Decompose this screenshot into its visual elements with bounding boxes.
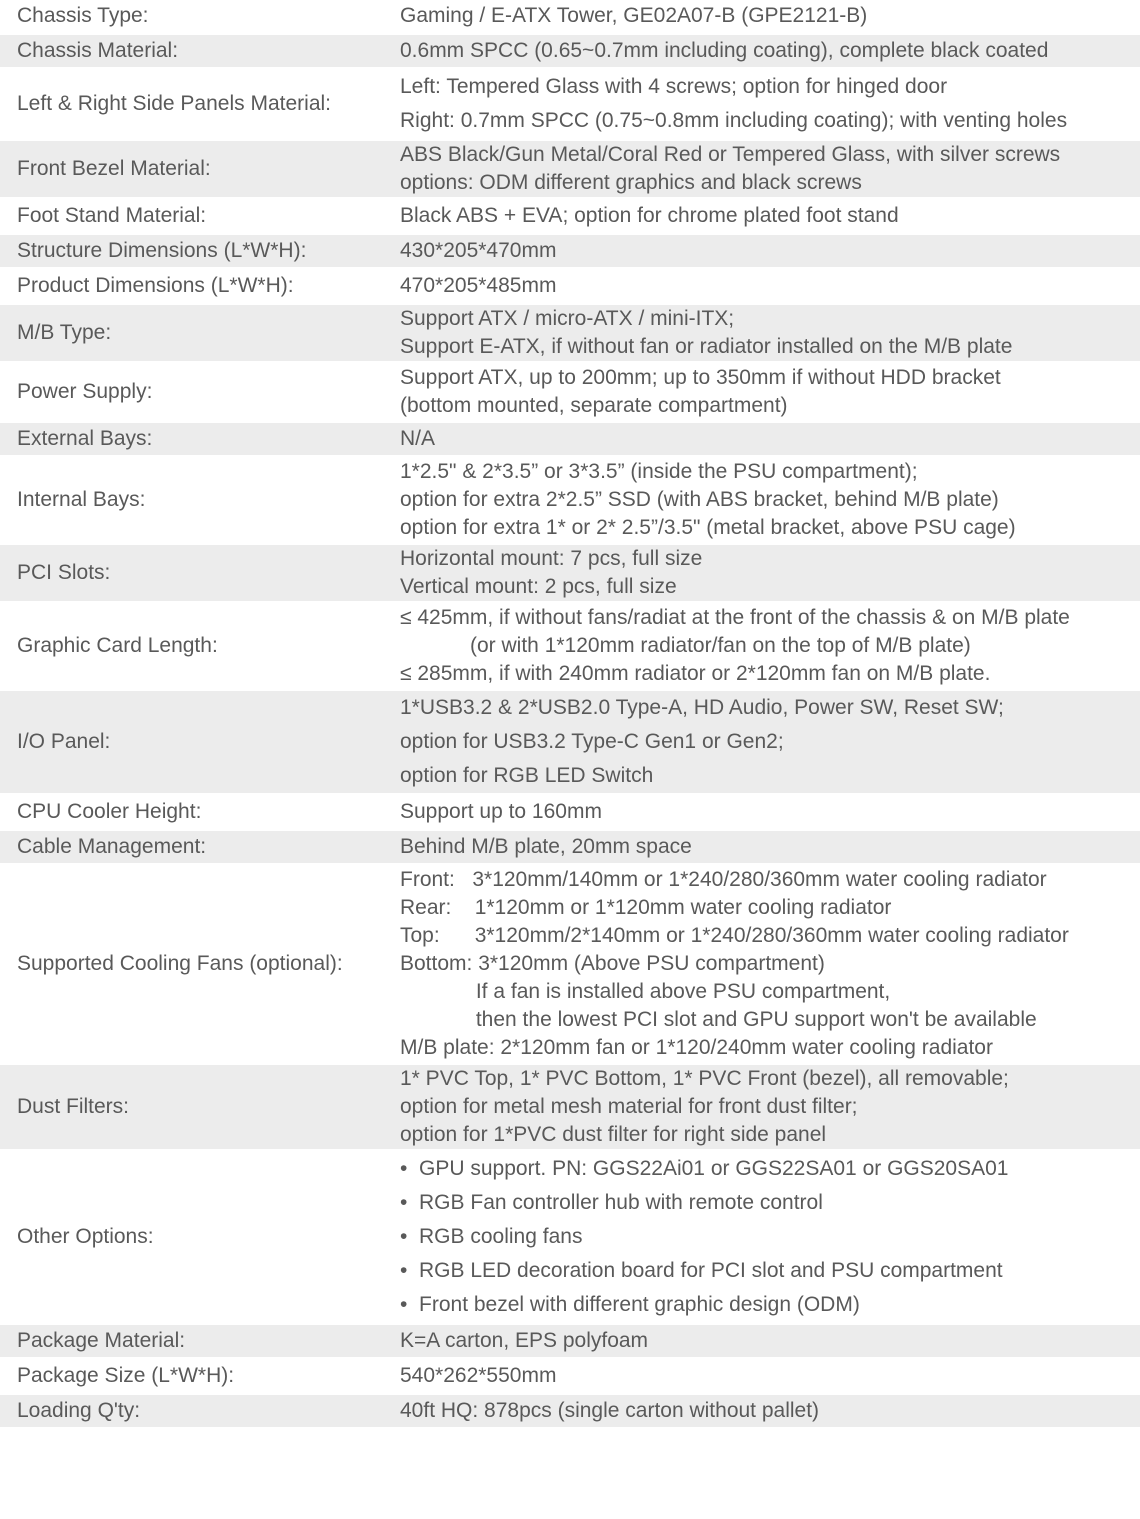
spec-value-line: 40ft HQ: 878pcs (single carton without pallet): [400, 1399, 820, 1422]
spec-value: [390, 690, 1140, 795]
spec-row: [0, 140, 1140, 199]
spec-value-line: 540*262*550mm: [400, 1364, 557, 1387]
spec-value: [390, 544, 1140, 603]
spec-value-line: 1*2.5" & 2*3.5” or 3*3.5” (inside the PSU compartment);: [400, 460, 918, 483]
spec-row: [0, 690, 1140, 795]
spec-value-line: M/B plate: 2*120mm fan or 1*120/240mm water cooling radiator: [400, 1036, 993, 1059]
spec-row: [0, 34, 1140, 69]
spec-label: Supported Cooling Fans (optional):: [0, 865, 390, 1064]
spec-row: [0, 422, 1140, 457]
spec-row: [0, 269, 1140, 304]
spec-value-line: 430*205*470mm: [400, 239, 557, 262]
spec-value: [390, 830, 1140, 865]
spec-label: Graphic Card Length:: [0, 603, 390, 690]
spec-value-line: • RGB Fan controller hub with remote control: [400, 1191, 823, 1214]
spec-row: [0, 795, 1140, 830]
spec-value-line: Right: 0.7mm SPCC (0.75~0.8mm including coating); with venting holes: [400, 109, 1068, 132]
spec-value-line: 1* PVC Top, 1* PVC Bottom, 1* PVC Front (bezel), all removable;: [400, 1067, 1009, 1090]
spec-value: [390, 363, 1140, 422]
spec-label: Chassis Material:: [0, 34, 390, 69]
spec-label: Front Bezel Material:: [0, 140, 390, 199]
spec-value-line: option for extra 1* or 2* 2.5”/3.5" (metal bracket, above PSU cage): [400, 516, 1016, 539]
spec-value: [390, 1394, 1140, 1429]
spec-value-line: options: ODM different graphics and black screws: [400, 171, 862, 194]
spec-value-line: 0.6mm SPCC (0.65~0.7mm including coating), complete black coated: [400, 39, 1049, 62]
spec-value-line: Top: 3*120mm/2*140mm or 1*240/280/360mm water cooling radiator: [400, 924, 1069, 947]
spec-label: Other Options:: [0, 1151, 390, 1324]
spec-value-line: If a fan is installed above PSU compartment,: [400, 980, 891, 1003]
spec-row: [0, 199, 1140, 234]
spec-row: [0, 234, 1140, 269]
spec-row: [0, 1359, 1140, 1394]
spec-value: [390, 1064, 1140, 1151]
spec-row: [0, 1324, 1140, 1359]
spec-value: [390, 603, 1140, 690]
spec-row: [0, 1064, 1140, 1151]
spec-row: [0, 830, 1140, 865]
spec-value-line: 470*205*485mm: [400, 274, 557, 297]
spec-row: [0, 69, 1140, 140]
spec-row: [0, 304, 1140, 363]
spec-value-line: • GPU support. PN: GGS22Ai01 or GGS22SA01 or GGS20SA01: [400, 1157, 1009, 1180]
spec-label: Structure Dimensions (L*W*H):: [0, 234, 390, 269]
spec-row: [0, 363, 1140, 422]
spec-value: [390, 269, 1140, 304]
spec-value-line: Support up to 160mm: [400, 800, 602, 823]
spec-value-line: Black ABS + EVA; option for chrome plated foot stand: [400, 204, 899, 227]
spec-label: I/O Panel:: [0, 690, 390, 795]
spec-label: External Bays:: [0, 422, 390, 457]
spec-value-line: • RGB LED decoration board for PCI slot and PSU compartment: [400, 1259, 1003, 1282]
spec-value-line: option for metal mesh material for front dust filter;: [400, 1095, 858, 1118]
spec-value-line: (bottom mounted, separate compartment): [400, 394, 788, 417]
spec-value: [390, 457, 1140, 544]
spec-value: [390, 865, 1140, 1064]
spec-value-line: Support ATX, up to 200mm; up to 350mm if without HDD bracket: [400, 366, 1001, 389]
spec-value-line: then the lowest PCI slot and GPU support won't be available: [400, 1008, 1037, 1031]
spec-value: [390, 1359, 1140, 1394]
spec-value: [390, 0, 1140, 34]
spec-label: Package Material:: [0, 1324, 390, 1359]
spec-row: [0, 0, 1140, 34]
spec-value-line: Behind M/B plate, 20mm space: [400, 835, 692, 858]
spec-value-line: • Front bezel with different graphic design (ODM): [400, 1293, 860, 1316]
spec-value: [390, 234, 1140, 269]
spec-value: [390, 422, 1140, 457]
spec-label: Loading Q'ty:: [0, 1394, 390, 1429]
spec-label: CPU Cooler Height:: [0, 795, 390, 830]
spec-row: [0, 457, 1140, 544]
spec-value-line: option for 1*PVC dust filter for right side panel: [400, 1123, 827, 1146]
spec-value-line: Left: Tempered Glass with 4 screws; option for hinged door: [400, 75, 948, 98]
spec-value-line: option for extra 2*2.5” SSD (with ABS bracket, behind M/B plate): [400, 488, 999, 511]
spec-value-line: option for USB3.2 Type-C Gen1 or Gen2;: [400, 730, 784, 753]
spec-value: [390, 304, 1140, 363]
spec-label: Left & Right Side Panels Material:: [0, 69, 390, 140]
spec-label: Foot Stand Material:: [0, 199, 390, 234]
spec-label: PCI Slots:: [0, 544, 390, 603]
spec-label: Chassis Type:: [0, 0, 390, 34]
spec-value-line: Front: 3*120mm/140mm or 1*240/280/360mm water cooling radiator: [400, 868, 1047, 891]
spec-value-line: K=A carton, EPS polyfoam: [400, 1329, 649, 1352]
spec-value-line: Horizontal mount: 7 pcs, full size: [400, 547, 703, 570]
spec-row: [0, 865, 1140, 1064]
spec-value-line: Support E-ATX, if without fan or radiator installed on the M/B plate: [400, 335, 1013, 358]
spec-row: [0, 544, 1140, 603]
spec-value-line: ≤ 425mm, if without fans/radiat at the front of the chassis & on M/B plate: [400, 606, 1070, 629]
spec-value-line: option for RGB LED Switch: [400, 764, 654, 787]
spec-label: Power Supply:: [0, 363, 390, 422]
spec-value: [390, 140, 1140, 199]
spec-row: [0, 603, 1140, 690]
spec-label: Cable Management:: [0, 830, 390, 865]
spec-value: [390, 1151, 1140, 1324]
spec-row: [0, 1394, 1140, 1429]
spec-label: M/B Type:: [0, 304, 390, 363]
spec-value: [390, 795, 1140, 830]
spec-label: Dust Filters:: [0, 1064, 390, 1151]
spec-value: [390, 1324, 1140, 1359]
spec-label: Internal Bays:: [0, 457, 390, 544]
spec-label: Product Dimensions (L*W*H):: [0, 269, 390, 304]
spec-value-line: Gaming / E-ATX Tower, GE02A07-B (GPE2121-B): [400, 4, 868, 27]
spec-value-line: ≤ 285mm, if with 240mm radiator or 2*120mm fan on M/B plate.: [400, 662, 991, 685]
spec-label: Package Size (L*W*H):: [0, 1359, 390, 1394]
spec-value-line: • RGB cooling fans: [400, 1225, 583, 1248]
spec-value-line: Vertical mount: 2 pcs, full size: [400, 575, 677, 598]
spec-value: [390, 69, 1140, 140]
spec-value-line: Bottom: 3*120mm (Above PSU compartment): [400, 952, 825, 975]
spec-row: [0, 1151, 1140, 1324]
spec-value: [390, 34, 1140, 69]
spec-value-line: (or with 1*120mm radiator/fan on the top of M/B plate): [400, 634, 971, 657]
spec-value-line: ABS Black/Gun Metal/Coral Red or Tempered Glass, with silver screws: [400, 143, 1061, 166]
spec-value-line: N/A: [400, 427, 436, 450]
spec-value-line: 1*USB3.2 & 2*USB2.0 Type-A, HD Audio, Power SW, Reset SW;: [400, 696, 1004, 719]
spec-value-line: Support ATX / micro-ATX / mini-ITX;: [400, 307, 735, 330]
spec-value-line: Rear: 1*120mm or 1*120mm water cooling radiator: [400, 896, 892, 919]
spec-value: [390, 199, 1140, 234]
